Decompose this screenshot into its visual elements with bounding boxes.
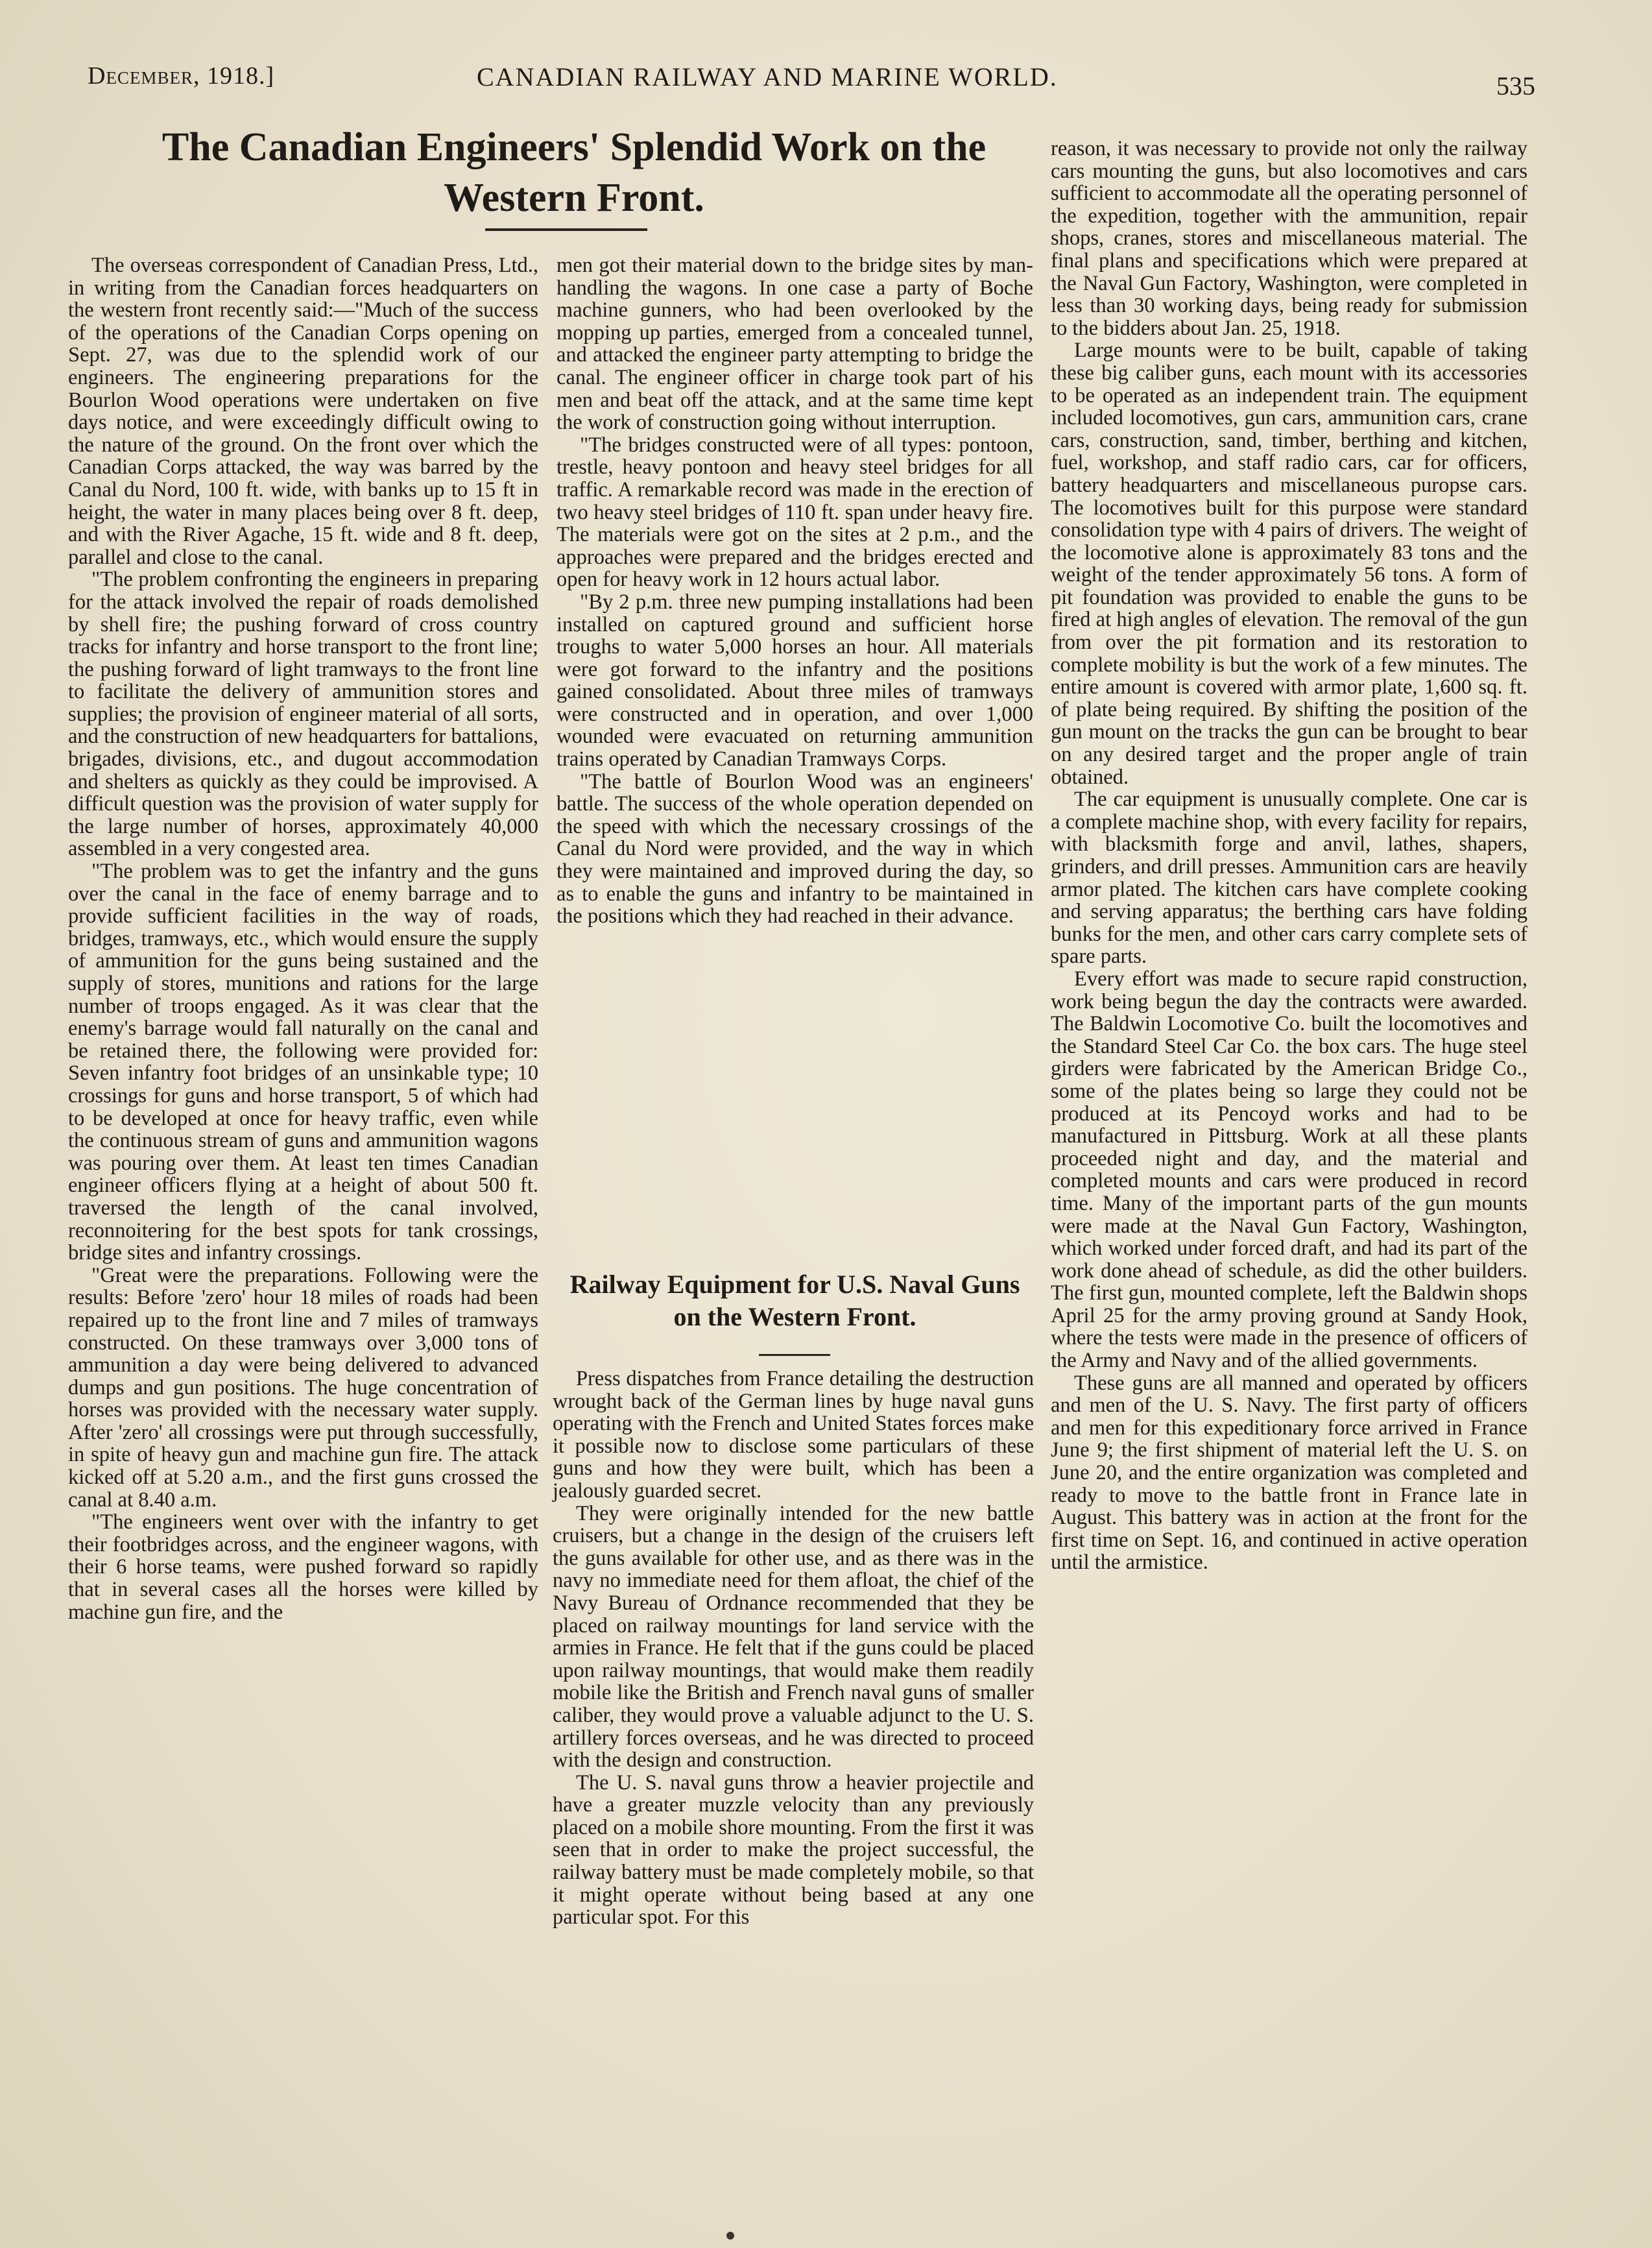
title-rule <box>485 228 647 231</box>
page-mark <box>726 2232 734 2240</box>
journal-title: CANADIAN RAILWAY AND MARINE WORLD. <box>477 62 1058 91</box>
article1-column2 <box>557 254 1033 1266</box>
paragraph: "Great were the preparations. Following were the results: Before 'zero' hour 18 miles of roads had been repaired up to the front line and 7 miles of tramways constructed. On these tramways over 3,000 tons of ammunition a day were being delivered to advanced dumps and gun positions. The huge concentration of horses was provided with the necessary water supply. After 'zero' all crossings were put through successfully, in spite of heavy gun and machine gun fire. The attack kicked off at 5.20 a.m., and the first guns crossed the canal at 8.40 a.m. <box>68 1263 538 1512</box>
paragraph: "By 2 p.m. three new pumping installations had been installed on captured ground and sufficient horse troughs to water 5,000 horses an hour. All materials were got forward to the infantry and the positions gained consolidated. About three miles of tramways were constructed and in operation, and over 1,000 wounded were evacuated on returning ammunition trains operated by Canadian Tramways Corps. <box>557 590 1033 771</box>
article1-title: The Canadian Engineers' Splendid Work on the Western Front. <box>162 125 987 220</box>
article1-column1 <box>68 254 538 2155</box>
paragraph: Every effort was made to secure rapid construction, work being begun the day the contracts were awarded. The Baldwin Locomotive Co. built the locomotives and the Standard Steel Car Co. the box cars. The huge steel girders were fabricated by the American Bridge Co., some of the plates being so large they could not be produced at its Pencoyd works and had to be manufactured in Pittsburg. Work at all these plants proceeded night and day, and the material and completed mounts and cars were produced in record time. Many of the important parts of the gun mounts were made at the Naval Gun Factory, Washington, which worked under forced draft, and had its part of the work done ahead of schedule, as did the other builders. The first gun, mounted complete, left the Baldwin shops April 25 for the army proving ground at Sandy Hook, where the tests were made in the presence of officers of the Army and Navy and of the allied governments. <box>1051 967 1527 1373</box>
paragraph: The U. S. naval guns throw a heavier projectile and have a greater muzzle velocity than any previously placed on a mobile shore mounting. From the first it was seen that in order to make the project successful, the railway battery must be made completely mobile, so that it might operate without being based at any one particular spot. For this <box>553 1771 1034 1929</box>
paragraph: Press dispatches from France detailing the destruction wrought back of the German lines by huge naval guns operating with the French and United States forces make it possible now to disclose some particulars of these guns and how they were built, which has been a jealously guarded secret. <box>553 1367 1034 1503</box>
running-head <box>88 62 1535 101</box>
paragraph: These guns are all manned and operated by officers and men of the U. S. Navy. The first party of officers and men for this expeditionary force arrived in France June 9; the first shipment of material left the U. S. on June 20, and the entire organization was completed and ready to move to the battle front in France late in August. This battery was in action at the front for the first time on Sept. 16, and continued in active operation until the armistice. <box>1051 1371 1527 1575</box>
paragraph: "The problem confronting the engineers in preparing for the attack involved the repair of roads demolished by shell fire; the pushing forward of cross country tracks for infantry and horse transport to the front line; the pushing forward of light tramways to the front line to facilitate the delivery of ammunition stores and supplies; the provision of engineer material of all sorts, and the construction of new headquarters for battalions, brigades, divisions, etc., and dugout accommodation and shelters as quickly as they could be improvised. A difficult question was the provision of water supply for the large number of horses, approximately 40,000 assembled in a very congested area. <box>68 568 538 861</box>
paragraph: The overseas correspondent of Canadian Press, Ltd., in writing from the Canadian forces headquarters on the western front recently said:—"Much of the success of the operations of the Canadian Corps opening on Sept. 27, was due to the splendid work of our engineers. The engineering preparations for the Bourlon Wood operations were undertaken on five days notice, and were exceedingly difficult owing to the nature of the ground. On the front over which the Canadian Corps attacked, the way was barred by the Canal du Nord, 100 ft. wide, with banks up to 15 ft in height, the water in many places being over 8 ft. deep, and with the River Agache, 15 ft. wide and 8 ft. deep, parallel and close to the canal. <box>68 254 538 569</box>
paragraph: "The bridges constructed were of all types: pontoon, trestle, heavy pontoon and heavy steel bridges for all traffic. A remarkable record was made in the erection of two heavy steel bridges of 110 ft. span under heavy fire. The materials were got on the sites at 2 p.m., and the approaches were prepared and the bridges erected and open for heavy work in 12 hours actual labor. <box>557 433 1033 592</box>
subhead-rule <box>759 1354 830 1356</box>
paragraph: They were originally intended for the new battle cruisers, but a change in the design of the cruisers left the guns available for other use, and as there was in the navy no immediate need for them afloat, the chief of the Navy Bureau of Ordnance recommended that they be placed on railway mountings for land service with the armies in France. He felt that if the guns could be placed upon railway mountings, that would make them readily mobile like the British and French naval guns of smaller caliber, they would prove a valuable adjunct to the U. S. artillery forces overseas, and he was directed to proceed with the design and construction. <box>553 1501 1034 1772</box>
paragraph: Large mounts were to be built, capable of taking these big caliber guns, each mount with its accessories to be operated as an independent train. The equipment included locomotives, gun cars, ammunition cars, crane cars, construction, sand, timber, berthing and kitchen, fuel, workshop, and staff radio cars, car for officers, battery headquarters and miscellaneous puropse cars. The locomotives built for this purpose were standard consolidation type with 4 pairs of drivers. The weight of the locomotive alone is approximately 83 tons and the weight of the tender approximately 56 tons. A form of pit foundation was provided to enable the guns to be fired at high angles of elevation. The removal of the gun from over the pit formation and its restoration to complete mobility is but the work of a few minutes. The entire amount is covered with armor plate, 1,600 sq. ft. of plate being required. By shifting the position of the gun mount on the tracks the gun can be brought to bear on any desired target and the proper angle of train obtained. <box>1051 339 1527 789</box>
article2-column3 <box>1051 138 1527 2162</box>
article2-title: Railway Equipment for U.S. Naval Guns on the Western Front. <box>569 1270 1020 1331</box>
issue-date: December, 1918.] <box>88 62 275 90</box>
paragraph: men got their material down to the bridge sites by man-handling the wagons. In one case a party of Boche machine gunners, who had been overlooked by the mopping up parties, emerged from a concealed tunnel, and attacked the engineer party attempting to bridge the canal. The engineer officer in charge took part of his men and beat off the attack, and at the same time kept the work of construction going without interruption. <box>557 254 1033 435</box>
paragraph: reason, it was necessary to provide not only the railway cars mounting the guns, but also locomotives and cars sufficient to accommodate all the operating personnel of the expedition, together with the ammunition, repair shops, cranes, stores and miscellaneous material. The final plans and specifications which were prepared at the Naval Gun Factory, Washington, were completed in less than 30 working days, being ready for submission to the bidders about Jan. 25, 1918. <box>1051 137 1527 340</box>
paragraph: "The battle of Bourlon Wood was an engineers' battle. The success of the whole operation depended on the speed with which the necessary crossings of the Canal du Nord were provided, and the way in which they were maintained and improved during the day, so as to enable the guns and infantry to be maintained in the positions which they had reached in their advance. <box>557 769 1033 928</box>
paragraph: The car equipment is unusually complete. One car is a complete machine shop, with every facility for repairs, with blacksmith forge and anvil, lathes, shapers, grinders, and drill presses. Ammunition cars are heavily armor plated. The kitchen cars have complete cooking and serving apparatus; the berthing cars have folding bunks for the men, and other cars carry complete sets of spare parts. <box>1051 788 1527 969</box>
paragraph: "The engineers went over with the infantry to get their footbridges across, and the engineer wagons, with their 6 horse teams, were pushed forward so rapidly that in several cases all the horses were killed by machine gun fire, and the <box>68 1510 538 1624</box>
paragraph: "The problem was to get the infantry and the guns over the canal in the face of enemy barrage and to provide sufficient facilities in the way of roads, bridges, tramways, etc., which would ensure the supply of ammunition for the guns being sustained and the supply of stores, munitions and rations for the large number of troops engaged. As it was clear that the enemy's barrage would fall naturally on the canal and be retained there, the following were provided for: Seven infantry foot bridges of an unsinkable type; 10 crossings for guns and horse transport, 5 of which had to be developed at once for heavy traffic, even while the continuous stream of guns and ammunition wagons was pouring over them. At least ten times Canadian engineer officers flying at a height of about 500 ft. traversed the length of the canal involved, reconnoitering for the best spots for tank crossings, bridge sites and infantry crossings. <box>68 860 538 1265</box>
page-number: 535 <box>1496 71 1535 101</box>
article2-column2 <box>553 1368 1034 2153</box>
